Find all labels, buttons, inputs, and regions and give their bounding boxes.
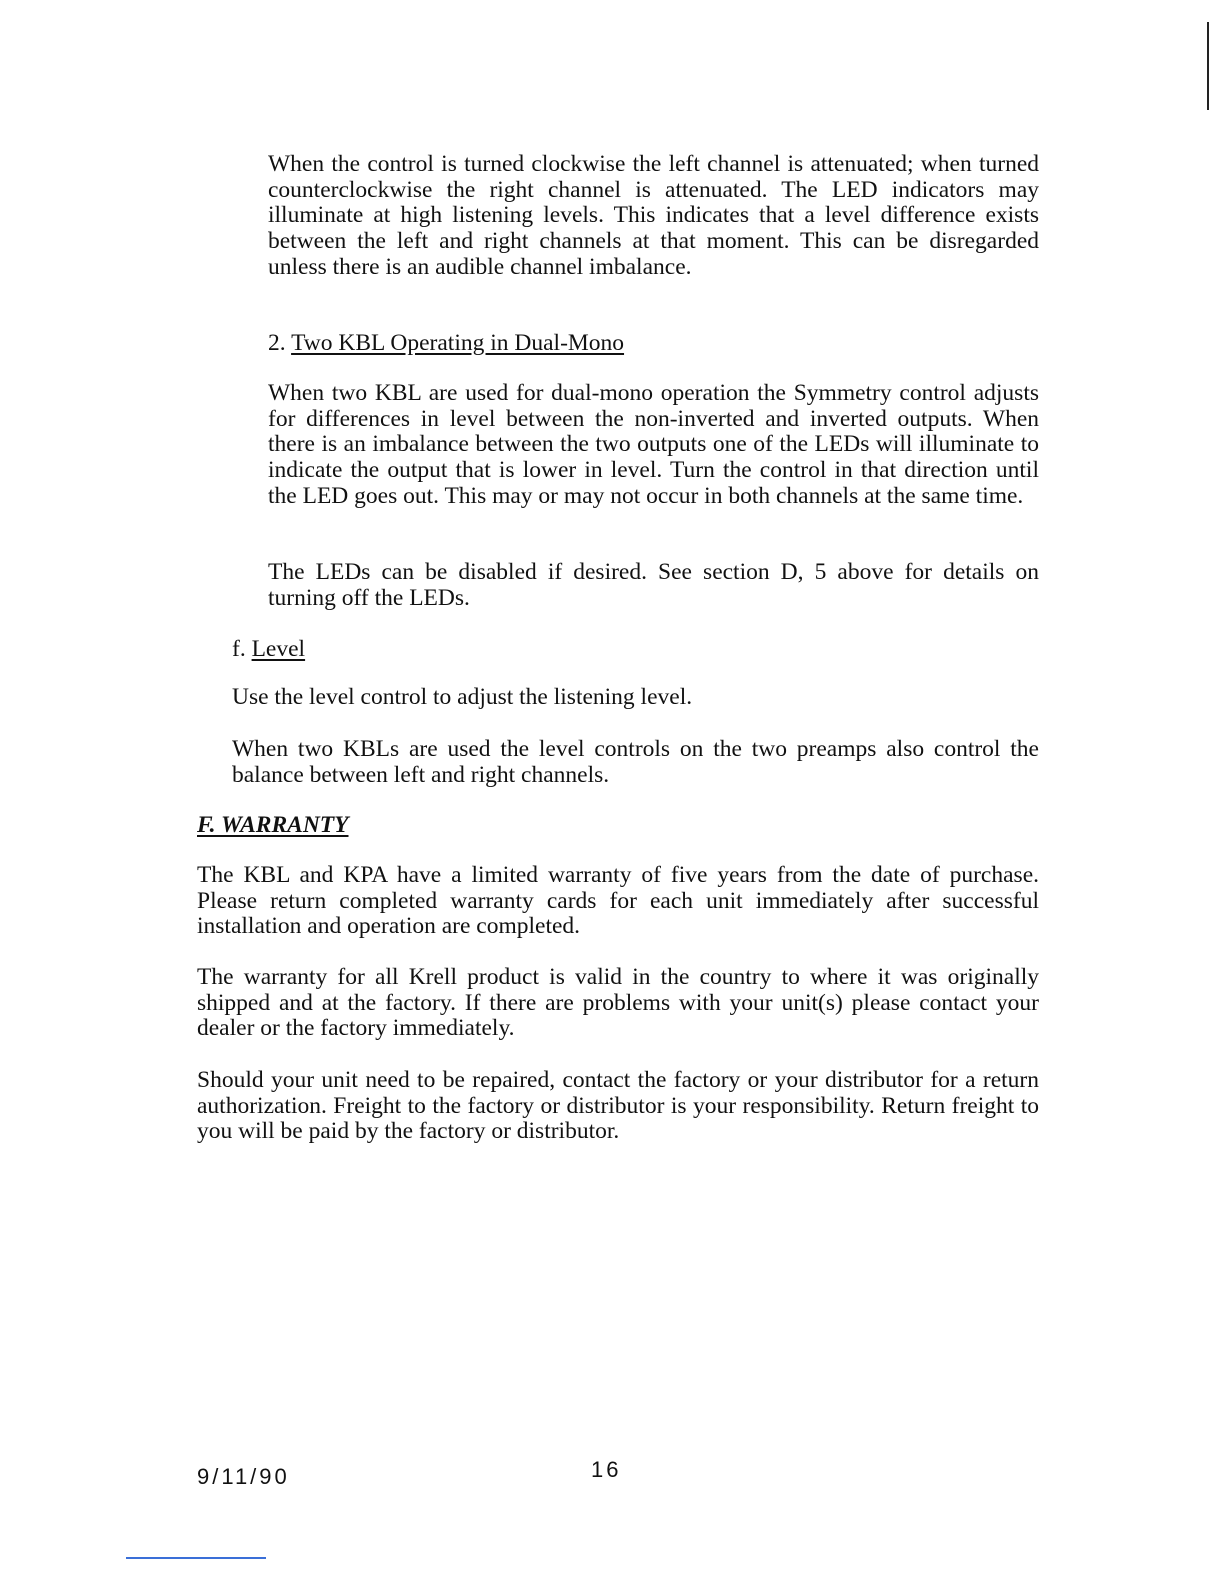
balance-paragraph: When the control is turned clockwise the left channel is attenuated; when turned counterclockwise the right channel is attenuated. The LED indicators may illuminate at high listening levels. This indicates that a level difference exists between the left and right channels at that moment. This can be disregarded unless there is an audible channel imbalance.	[268, 151, 1039, 280]
warranty-paragraph-3: Should your unit need to be repaired, contact the factory or your distributor for a return authorization. Freight to the factory or distributor is your responsibility. Return freight to you will be paid by the factory or distributor.	[197, 1067, 1039, 1145]
level-heading	[232, 636, 305, 662]
level-title: Level	[251, 636, 306, 662]
dual-mono-heading	[268, 330, 624, 356]
page-number: 16	[591, 1457, 622, 1482]
warranty-heading: F. WARRANTY	[197, 812, 349, 838]
warranty-paragraph-1: The KBL and KPA have a limited warranty of five years from the date of purchase. Please return completed warranty cards for each unit immediately after successful installation and operation are completed.	[197, 862, 1039, 940]
margin-rule	[1207, 22, 1209, 110]
dual-mono-paragraph: When two KBL are used for dual-mono operation the Symmetry control adjusts for differences in level between the non-inverted and inverted outputs. When there is an imbalance between the two outputs one of the LEDs will illuminate to indicate the output that is lower in level. Turn the control in that direction until the LED goes out. This may or may not occur in both channels at the same time.	[268, 380, 1039, 509]
level-balance-paragraph: When two KBLs are used the level controls on the two preamps also control the balance between left and right channels.	[232, 736, 1039, 788]
footer-date: 9/11/90	[197, 1464, 290, 1489]
level-letter: f.	[232, 636, 246, 662]
bottom-rule	[126, 1557, 266, 1559]
warranty-paragraph-2: The warranty for all Krell product is valid in the country to where it was originally shipped and at the factory. If there are problems with your unit(s) please contact your dealer or the factory immediately.	[197, 964, 1039, 1042]
level-paragraph: Use the level control to adjust the listening level.	[232, 684, 693, 710]
led-disable-paragraph: The LEDs can be disabled if desired. See section D, 5 above for details on turning off the LEDs.	[268, 559, 1039, 611]
dual-mono-number: 2.	[268, 330, 286, 356]
dual-mono-title: Two KBL Operating in Dual-Mono	[291, 330, 625, 356]
